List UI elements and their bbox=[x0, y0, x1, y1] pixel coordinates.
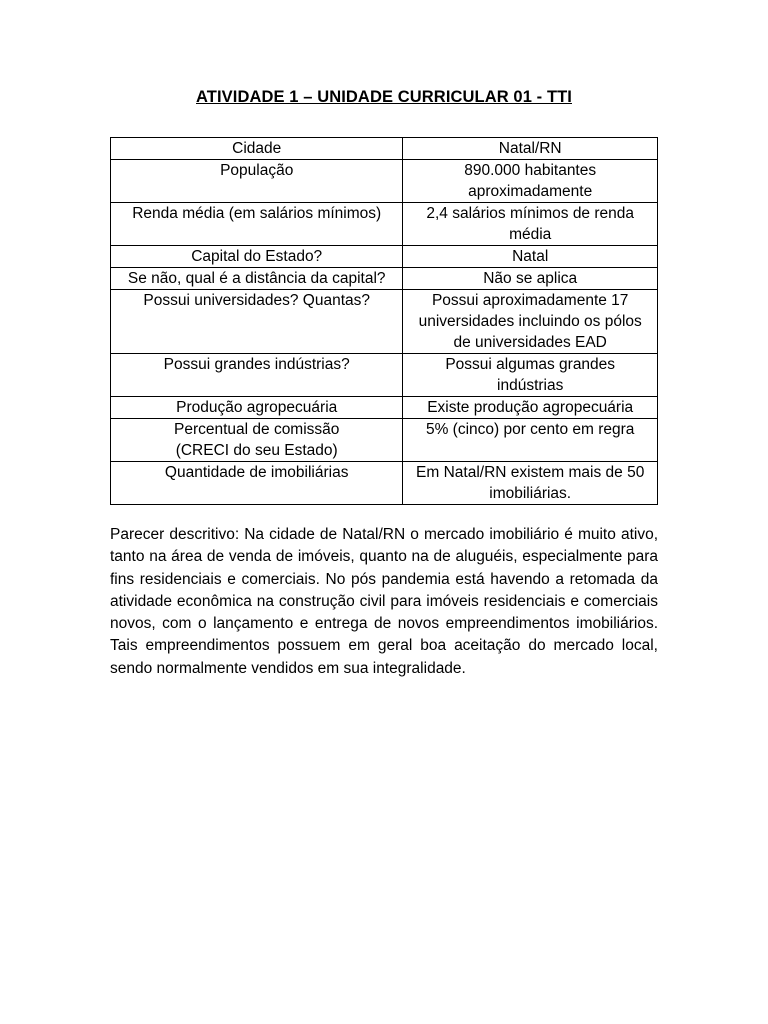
cell-text-line: de universidades EAD bbox=[453, 334, 607, 351]
table-cell-value bbox=[403, 246, 658, 268]
cell-text-line: Natal bbox=[512, 248, 549, 265]
table-row bbox=[111, 354, 658, 397]
table-cell-value bbox=[403, 462, 658, 505]
table-row bbox=[111, 397, 658, 419]
table-cell-value bbox=[403, 419, 658, 462]
cell-text-line: Percentual de comissão bbox=[173, 421, 340, 438]
cell-text-line: Possui algumas grandes bbox=[445, 356, 616, 373]
cell-text-line: média bbox=[509, 226, 552, 243]
table-row bbox=[111, 290, 658, 354]
table-cell-label bbox=[111, 246, 403, 268]
cell-text-line: Se não, qual é a distância da capital? bbox=[127, 270, 386, 287]
cell-text-line: 2,4 salários mínimos de renda bbox=[426, 205, 635, 222]
table-cell-value bbox=[403, 354, 658, 397]
cell-text-line: 5% (cinco) por cento em regra bbox=[425, 421, 635, 438]
table-row bbox=[111, 203, 658, 246]
table-cell-value bbox=[403, 268, 658, 290]
city-info-table bbox=[110, 137, 658, 505]
cell-text-line: (CRECI do seu Estado) bbox=[175, 442, 338, 459]
city-info-table-body bbox=[111, 138, 658, 505]
table-row bbox=[111, 160, 658, 203]
table-cell-label bbox=[111, 397, 403, 419]
table-cell-value bbox=[403, 397, 658, 419]
table-cell-value bbox=[403, 203, 658, 246]
table-cell-label bbox=[111, 419, 403, 462]
cell-text-line: Em Natal/RN existem mais de 50 bbox=[416, 464, 645, 481]
table-row bbox=[111, 268, 658, 290]
cell-text-line: Natal/RN bbox=[498, 140, 562, 157]
table-cell-label bbox=[111, 462, 403, 505]
cell-text-line: População bbox=[220, 162, 294, 179]
cell-text-line: aproximadamente bbox=[468, 183, 593, 200]
table-cell-value bbox=[403, 160, 658, 203]
cell-text-line: imobiliárias. bbox=[489, 485, 572, 502]
table-row bbox=[111, 246, 658, 268]
table-cell-label bbox=[111, 138, 403, 160]
cell-text-line: Possui grandes indústrias? bbox=[163, 356, 350, 373]
table-cell-value bbox=[403, 138, 658, 160]
cell-text-line: Renda média (em salários mínimos) bbox=[132, 205, 382, 222]
table-cell-label bbox=[111, 268, 403, 290]
cell-text-line: Existe produção agropecuária bbox=[427, 399, 634, 416]
cell-text-line: Não se aplica bbox=[483, 270, 578, 287]
cell-text-line: Possui aproximadamente 17 bbox=[431, 292, 629, 309]
table-row bbox=[111, 419, 658, 462]
cell-text-line: Possui universidades? Quantas? bbox=[143, 292, 370, 309]
table-cell-label bbox=[111, 290, 403, 354]
cell-text-line: Produção agropecuária bbox=[176, 399, 338, 416]
table-cell-value bbox=[403, 290, 658, 354]
cell-text-line: indústrias bbox=[497, 377, 564, 394]
table-row bbox=[111, 462, 658, 505]
cell-text-line: 890.000 habitantes bbox=[464, 162, 597, 179]
cell-text-line: universidades incluindo os pólos bbox=[418, 313, 642, 330]
cell-text-line: Capital do Estado? bbox=[191, 248, 323, 265]
cell-text-line: Quantidade de imobiliárias bbox=[164, 464, 349, 481]
table-row bbox=[111, 138, 658, 160]
table-cell-label bbox=[111, 203, 403, 246]
descriptive-opinion-paragraph: Parecer descritivo: Na cidade de Natal/RN o mercado imobiliário é muito ativo, tanto na área de venda de imóveis, quanto na de aluguéis, especialmente para fins residenciais e comerciais. No pós pandemia está havendo a retomada da atividade econômica na construção civil para imóveis residenciais e comerciais novos, com o lançamento e entrega de novos empreendimentos imobiliários. Tais empreendimentos possuem em geral boa aceitação do mercado local, sendo normalmente vendidos em sua integralidade. bbox=[110, 526, 658, 677]
table-cell-label bbox=[111, 160, 403, 203]
document-title: ATIVIDADE 1 – UNIDADE CURRICULAR 01 - TTI bbox=[196, 88, 572, 106]
cell-text-line: Cidade bbox=[232, 140, 282, 157]
table-cell-label bbox=[111, 354, 403, 397]
